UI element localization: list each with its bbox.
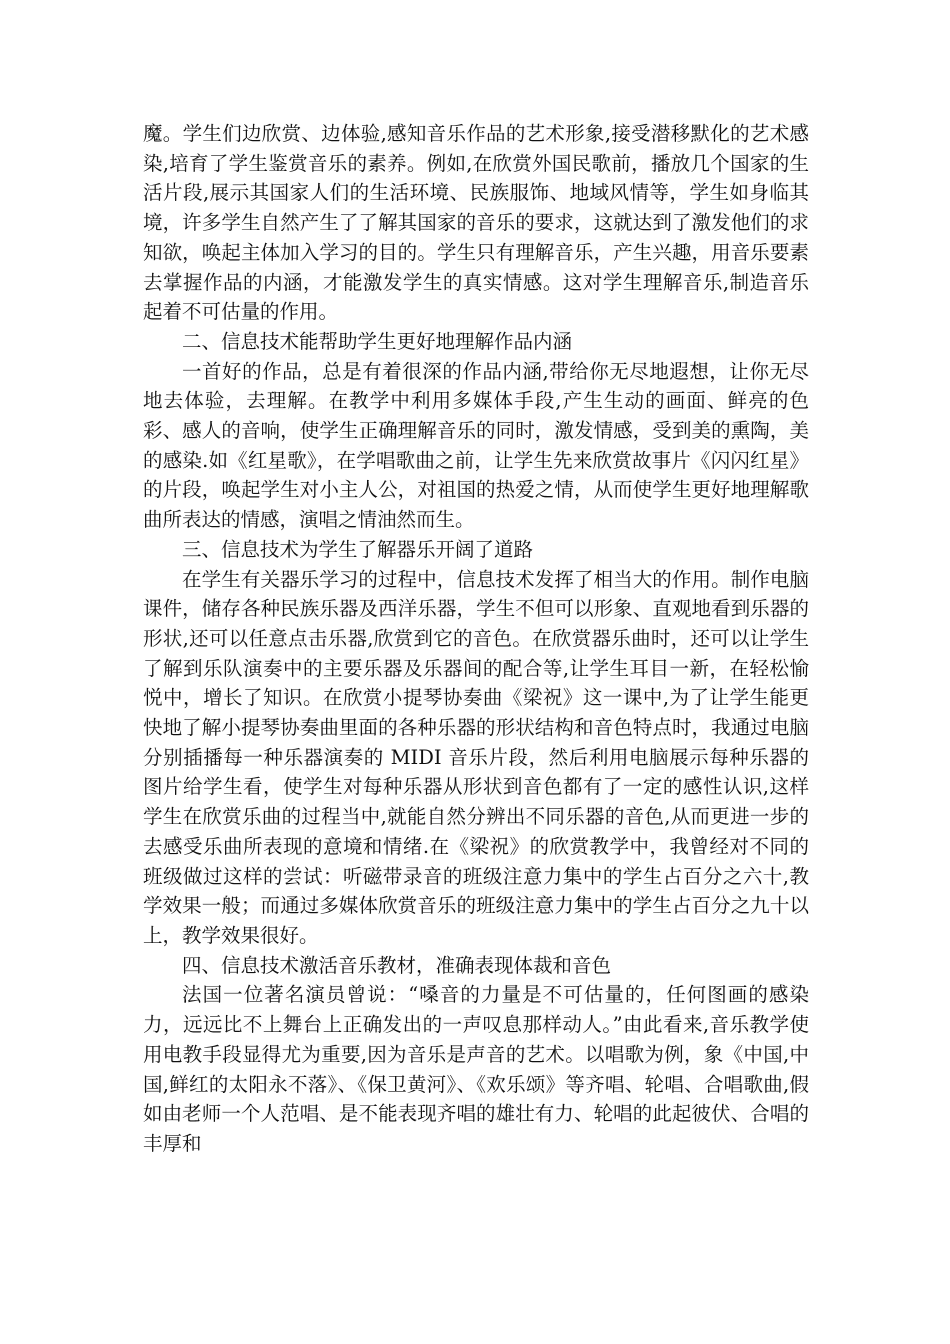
section-heading: 四、信息技术激活音乐教材，准确表现体裁和音色 (182, 953, 612, 977)
body-paragraph: 在学生有关器乐学习的过程中，信息技术发挥了相当大的作用。制作电脑课件，储存各种民族乐器及西洋乐器，学生不但可以形象、直观地看到乐器的形状,还可以任意点击乐器,欣赏到它的音色。在欣赏器乐曲时，还可以让学生了解到乐队演奏中的主要乐器及乐器间的配合等,让学生耳目一新，在轻松愉悦中，增长了知识。在欣赏小提琴协奏曲《梁祝》这一课中,为了让学生能更快地了解小提琴协奏曲里面的各种乐器的形状结构和音色特点时，我通过电脑分别插播每一种乐器演奏的 MIDI 音乐片段，然后利用电脑展示每种乐器的图片给学生看，使学生对每种乐器从形状到音色都有了一定的感性认识,这样学生在欣赏乐曲的过程当中,就能自然分辨出不同乐器的音色,从而更进一步的去感受乐曲所表现的意境和情绪.在《梁祝》的欣赏教学中，我曾经对不同的班级做过这样的尝试：听磁带录音的班级注意力集中的学生占百分之六十,教学效果一般；而通过多媒体欣赏音乐的班级注意力集中的学生占百分之九十以上，教学效果很好。 (143, 567, 809, 947)
body-paragraph: 一首好的作品，总是有着很深的作品内涵,带给你无尽地遐想，让你无尽地去体验，去理解。在教学中利用多媒体手段,产生生动的画面、鲜亮的色彩、感人的音响，使学生正确理解音乐的同时，激发情感，受到美的熏陶，美的感染.如《红星歌》，在学唱歌曲之前，让学生先来欣赏故事片《闪闪红星》的片段，唤起学生对小主人公，对祖国的热爱之情，从而使学生更好地理解歌曲所表达的情感，演唱之情油然而生。 (143, 359, 809, 532)
body-paragraph: 魔。学生们边欣赏、边体验,感知音乐作品的艺术形象,接受潜移默化的艺术感染,培育了学生鉴赏音乐的素养。例如,在欣赏外国民歌前，播放几个国家的生活片段,展示其国家人们的生活环境、民族服饰、地域风情等，学生如身临其境，许多学生自然产生了了解其国家的音乐的要求，这就达到了激发他们的求知欲，唤起主体加入学习的目的。学生只有理解音乐，产生兴趣，用音乐要素去掌握作品的内涵，才能激发学生的真实情感。这对学生理解音乐,制造音乐起着不可估量的作用。 (143, 122, 809, 324)
section-heading: 三、信息技术为学生了解器乐开阔了道路 (182, 537, 534, 561)
document-page (143, 119, 809, 1159)
body-paragraph: 法国一位著名演员曾说：“嗓音的力量是不可估量的，任何图画的感染力，远远比不上舞台上正确发出的一声叹息那样动人。”由此看来,音乐教学使用电教手段显得尤为重要,因为音乐是声音的艺术。以唱歌为例，象《中国,中国,鲜红的太阳永不落》、《保卫黄河》、《欢乐颂》等齐唱、轮唱、合唱歌曲,假如由老师一个人范唱、是不能表现齐唱的雄壮有力、轮唱的此起彼伏、合唱的丰厚和 (143, 983, 809, 1155)
section-heading: 二、信息技术能帮助学生更好地理解作品内涵 (182, 329, 573, 353)
